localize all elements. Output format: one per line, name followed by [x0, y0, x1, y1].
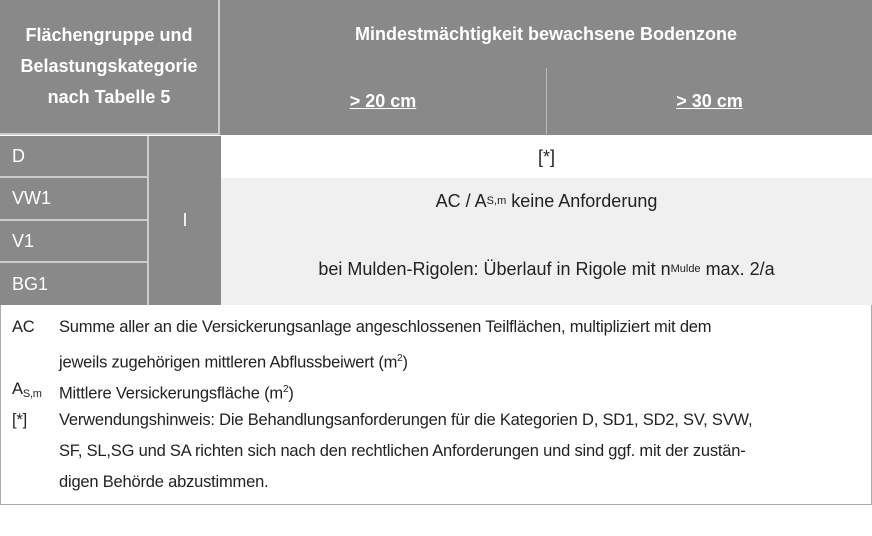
- legend-key: AC: [12, 318, 35, 336]
- legend-text: Summe aller an die Versickerungsanlage angeschlossenen Teilflächen, multipliziert mit dem jeweils zugehörigen mittleren Abflussbeiwert $(m^2)$: [59, 318, 712, 372]
- legend-text: Verwendungshinweis: Die Behandlungsanforderungen für die Kategorien D, SD1, SD2, SV, SVW, SF, SL,SG und SA richten sich nach den rechtlichen Anforderungen und sind ggf. mit der zustän- digen Behörde abzustimmen.: [59, 411, 753, 491]
- header-col-20cm: > 20 cm: [220, 68, 546, 135]
- d-value-cell: [*]: [537, 146, 555, 167]
- row-code: V1: [0, 221, 147, 263]
- header-line: Flächengruppe und: [25, 25, 193, 45]
- header-line: nach Tabelle 5: [47, 87, 171, 107]
- category-cell: I: [147, 136, 221, 305]
- legend-key: $A_{S,m}$: [12, 380, 42, 400]
- row-code: VW1: [0, 178, 147, 221]
- ac-requirement: AC / A S,m keine Anforderung: [435, 190, 658, 211]
- mulden-rigolen-requirement: bei Mulden-Rigolen: Überlauf in Rigole mit n Mulde max. 2/a: [318, 258, 775, 279]
- legend-key: [*]: [12, 411, 27, 429]
- header-group-cell: [0, 0, 220, 135]
- row-code: BG1: [0, 263, 147, 305]
- header-main: Mindestmächtigkeit bewachsene Bodenzone: [220, 0, 872, 68]
- row-code: D: [0, 136, 147, 178]
- header-line: Belastungskategorie: [20, 56, 198, 76]
- header-col-30cm: > 30 cm: [546, 68, 872, 135]
- legend-text: Mittlere Versickerungsfläche $(m^2)$: [59, 384, 294, 403]
